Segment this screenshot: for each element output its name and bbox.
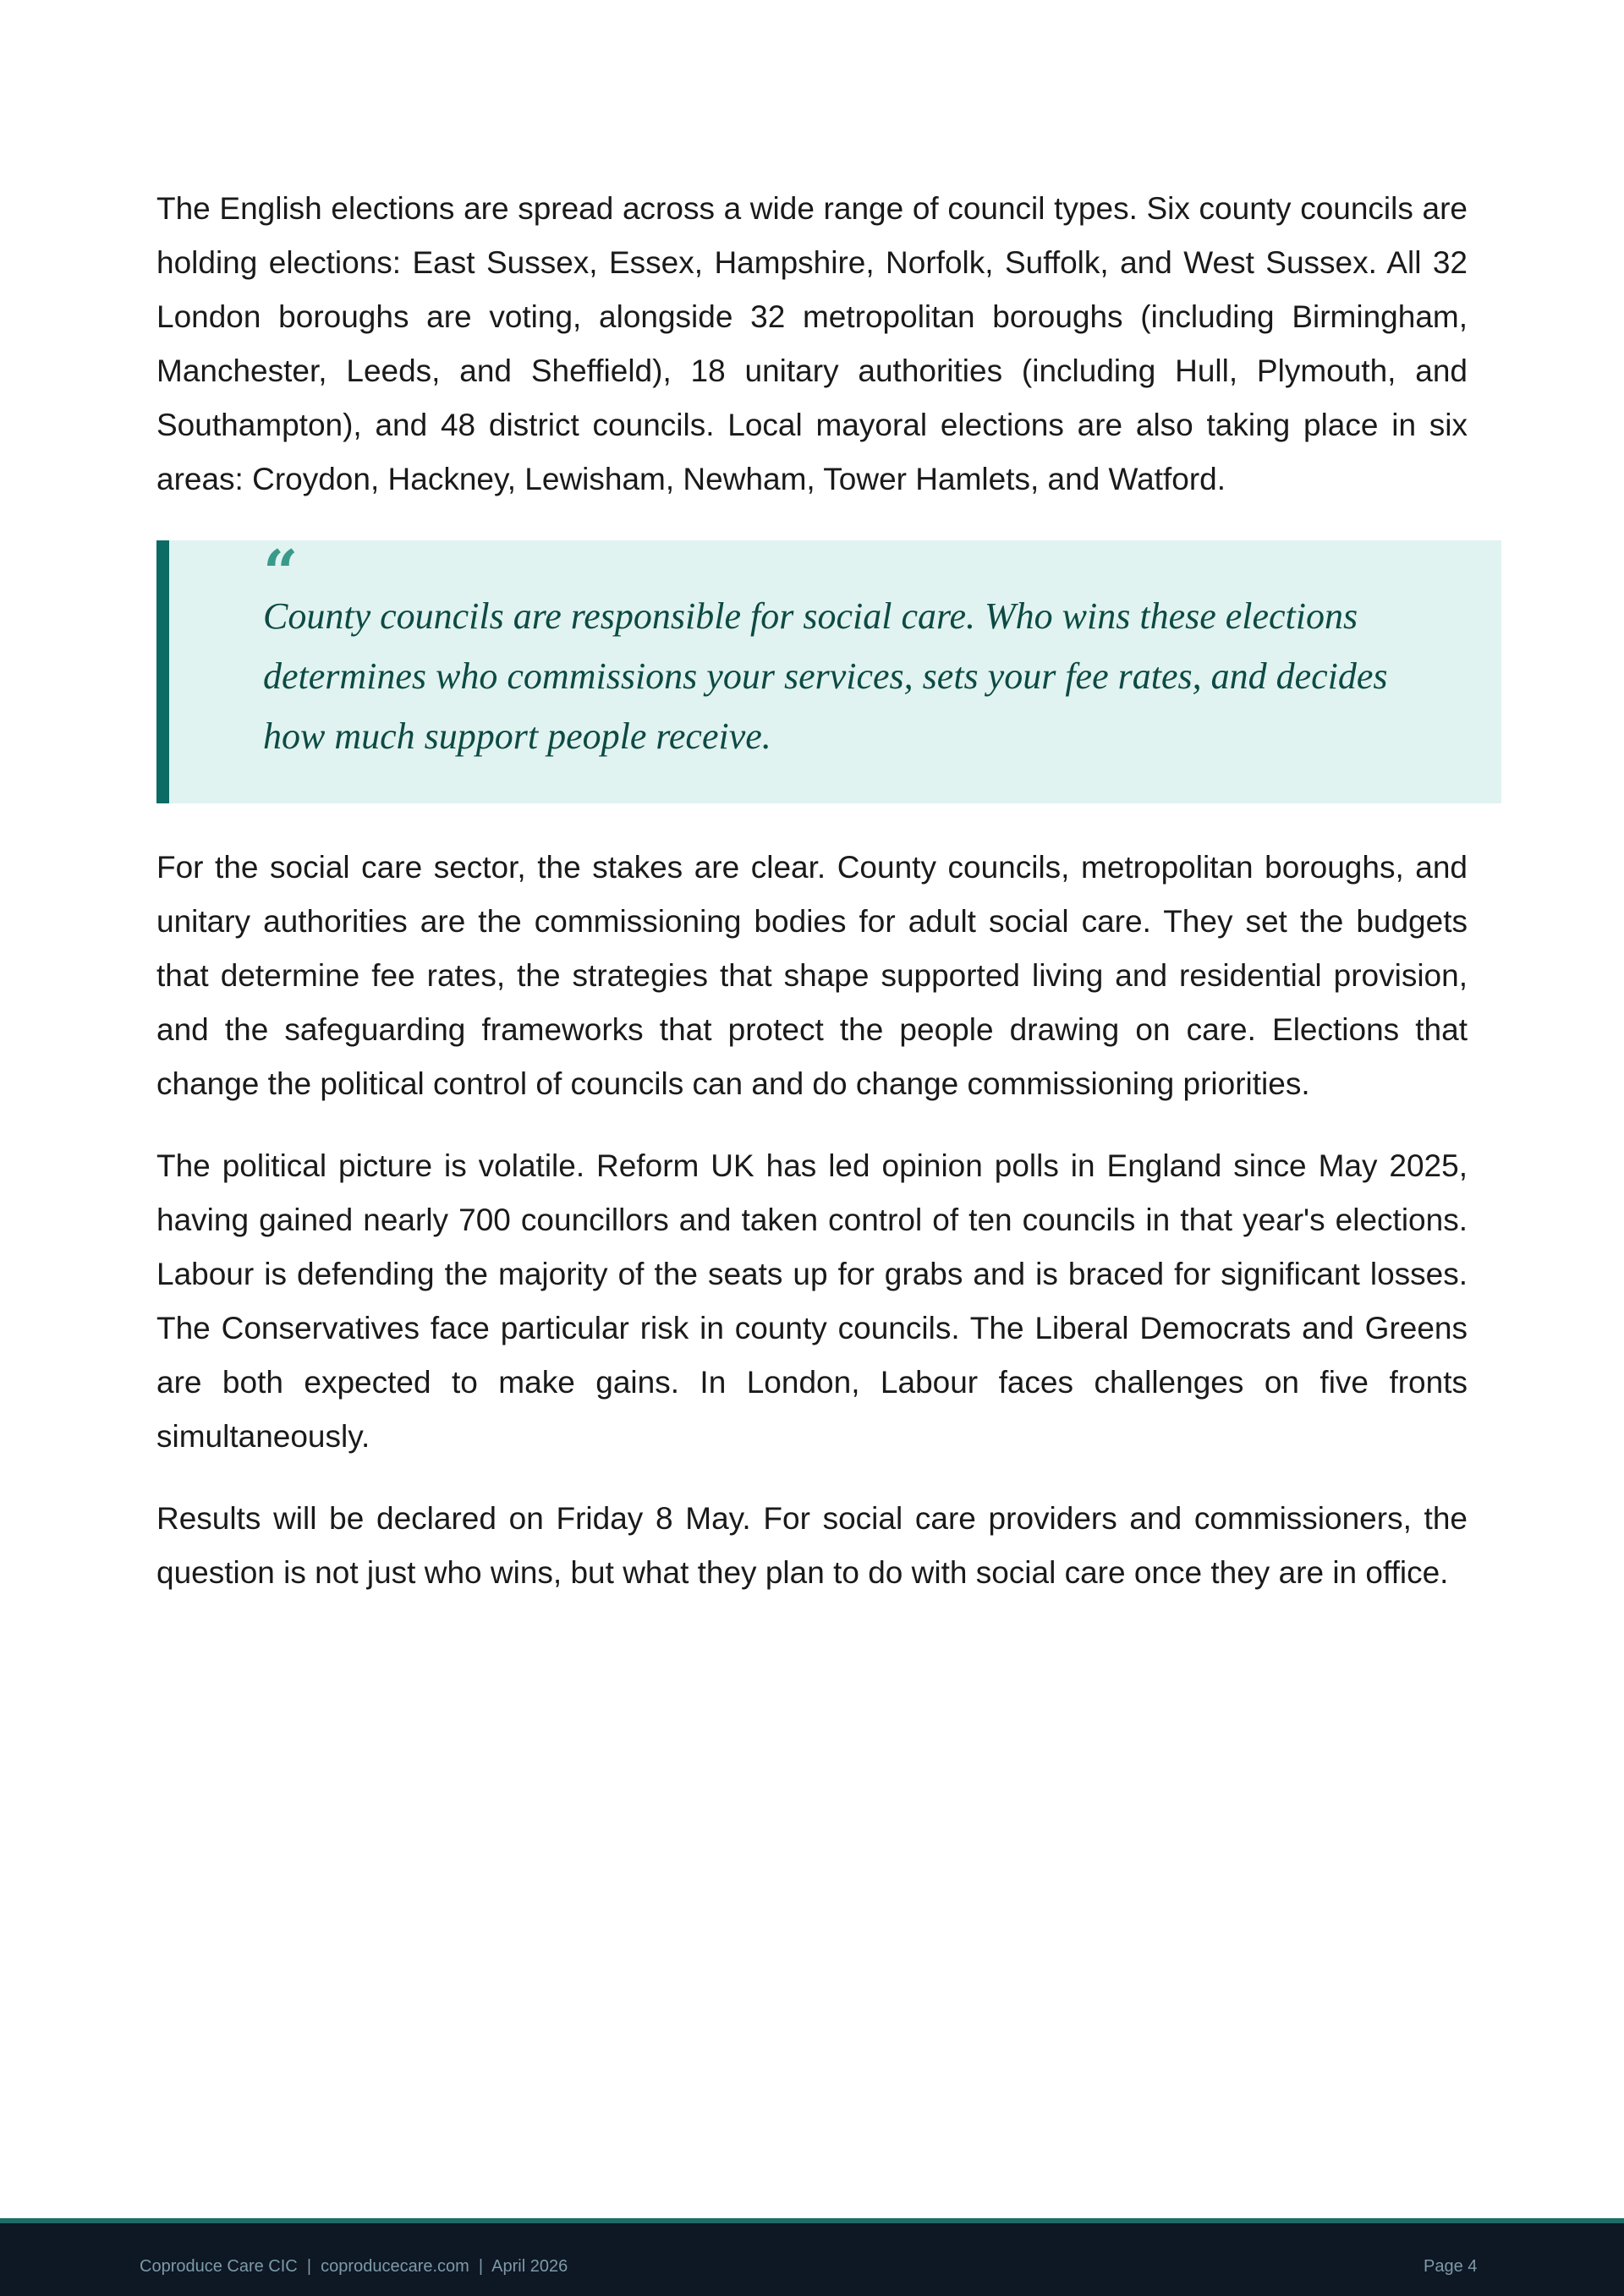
footer-info: Coproduce Care CIC | coproducecare.com | April 2026 — [140, 2257, 568, 2276]
page-footer — [0, 2218, 1624, 2296]
paragraph-results: Results will be declared on Friday 8 May. For social care providers and commissioners, the question is not just who wins, but what they plan to do with social care once they are in office. — [156, 1501, 1468, 1590]
quote-mark-icon: “ — [263, 536, 299, 608]
pull-quote — [156, 536, 1501, 803]
page-number: Page 4 — [1424, 2257, 1478, 2276]
paragraph-council-types: The English elections are spread across a wide range of council types. Six county councils are holding elections: East Sussex, Essex, Hampshire, Norfolk, Suffolk, and West Sussex. All 32 London boroughs are voting, alongside 32 metropolitan boroughs (including Birmingham, Manchester, Leeds, and Sheffield), 18 unitary authorities (including Hull, Plymouth, and Southampton), and 48 district councils. Local mayoral elections are also taking place in six areas: Croydon, Hackney, Lewisham, Newham, Tower Hamlets, and Watford. — [156, 191, 1468, 496]
paragraph-political-picture: The political picture is volatile. Reform UK has led opinion polls in England since May 2025, having gained nearly 700 councillors and taken control of ten councils in that year's elections. Labour is defending the majority of the seats up for grabs and is braced for significant losses. The Conservatives face particular risk in county councils. The Liberal Democrats and Greens are both expected to make gains. In London, Labour faces challenges on five fronts simultaneously. — [156, 1148, 1468, 1454]
article-body — [156, 182, 1468, 1628]
pull-quote-text: County councils are responsible for social care. Who wins these elections determines who commissions your services, sets your fee rates, and decides how much support people receive. — [263, 595, 1388, 757]
paragraph-stakes: For the social care sector, the stakes are clear. County councils, metropolitan boroughs, and unitary authorities are the commissioning bodies for adult social care. They set the budgets that determine fee rates, the strategies that shape supported living and residential provision, and the safeguarding frameworks that protect the people drawing on care. Elections that change the political control of councils can and do change commissioning priorities. — [156, 850, 1468, 1101]
